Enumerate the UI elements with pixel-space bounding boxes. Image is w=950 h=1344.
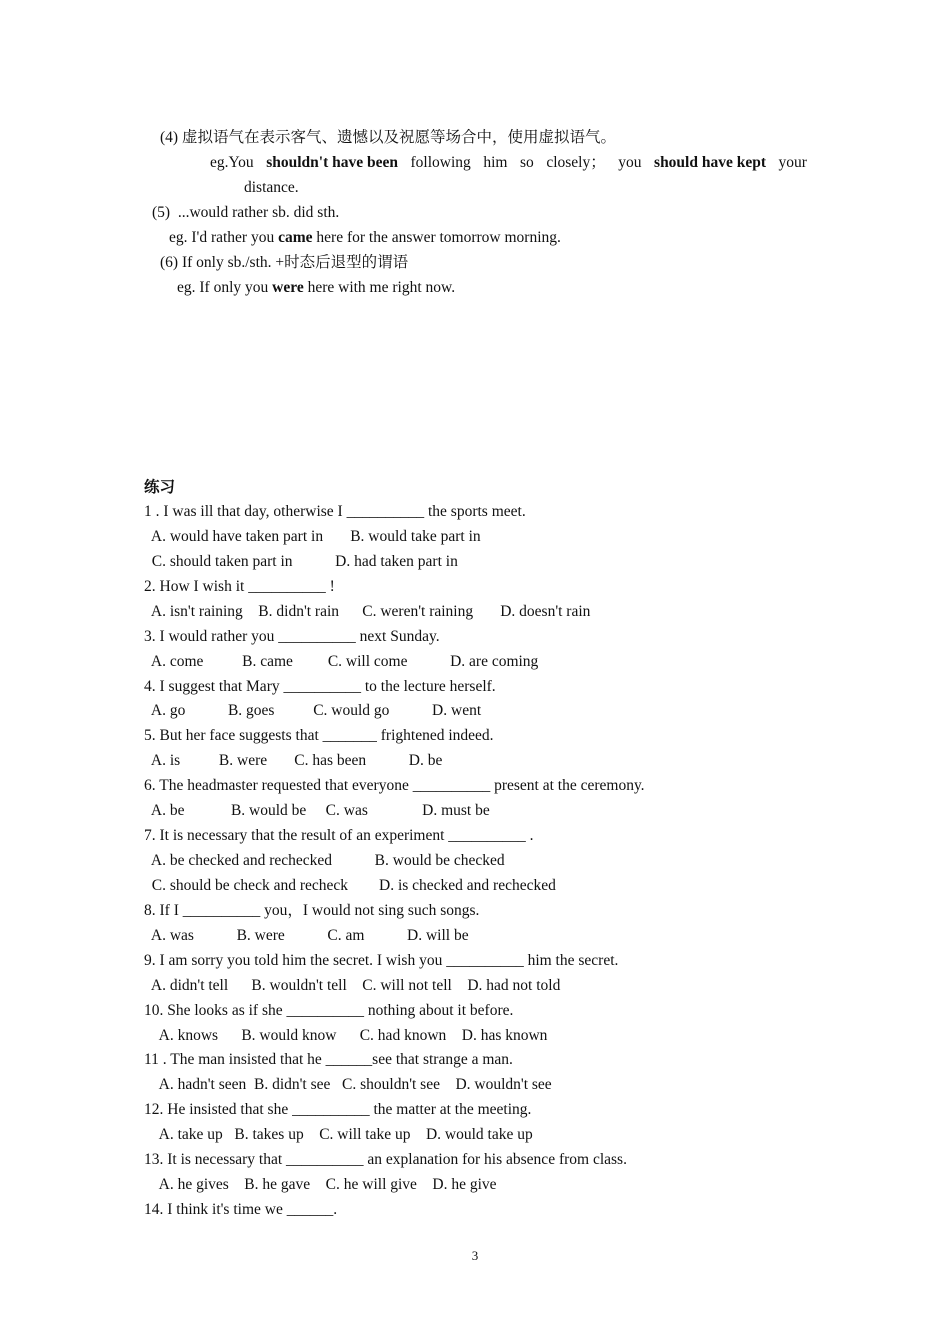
note-4-heading: (4) 虚拟语气在表示客气、遗憾以及祝愿等场合中，使用虚拟语气。	[160, 129, 616, 146]
note-6-example	[177, 278, 455, 298]
answer-options-line: A. he gives B. he gave C. he will give D. he give	[144, 1176, 497, 1194]
answer-options-line: C. should be check and recheck D. is checked and rechecked	[144, 876, 556, 894]
question-line: 7. It is necessary that the result of an experiment __________ .	[144, 827, 534, 845]
example-word: eg.You	[210, 154, 254, 171]
answer-options-line: A. be checked and rechecked B. would be checked	[144, 852, 505, 870]
answer-options-line: A. knows B. would know C. had known D. has known	[144, 1026, 548, 1044]
answer-options-line: A. is B. were C. has been D. be	[144, 752, 443, 770]
example-word: following	[410, 154, 471, 171]
question-line: 12. He insisted that she __________ the matter at the meeting.	[144, 1101, 532, 1119]
note-6-heading: (6) If only sb./sth. +时态后退型的谓语	[160, 254, 409, 271]
example-text: here with me right now.	[303, 279, 456, 296]
example-word: closely；	[546, 154, 606, 171]
question-line: 5. But her face suggests that _______ frightened indeed.	[144, 727, 494, 745]
example-word: your	[778, 154, 807, 171]
answer-options-line: A. would have taken part in B. would take part in	[144, 527, 481, 545]
answer-options-line: A. was B. were C. am D. will be	[144, 926, 469, 944]
example-bold-word: were	[272, 279, 304, 296]
example-bold-word: should have kept	[654, 154, 767, 171]
example-word: you	[618, 154, 642, 171]
question-line: 10. She looks as if she __________ nothing about it before.	[144, 1001, 514, 1019]
question-line: 14. I think it's time we ______.	[144, 1201, 338, 1219]
example-bold-word: came	[278, 229, 313, 246]
question-line: 3. I would rather you __________ next Sunday.	[144, 627, 440, 645]
question-line: 1 . I was ill that day, otherwise I __________ the sports meet.	[144, 503, 526, 520]
question-line: 11 . The man insisted that he ______see that strange a man.	[144, 1051, 513, 1069]
note-4-example	[210, 153, 807, 173]
question-line: 4. I suggest that Mary __________ to the lecture herself.	[144, 677, 496, 695]
exercise-title: 练习	[144, 479, 176, 496]
answer-options-line: A. come B. came C. will come D. are coming	[144, 652, 539, 670]
answer-options-line: A. be B. would be C. was D. must be	[144, 802, 490, 820]
answer-options-line: A. didn't tell B. wouldn't tell C. will not tell D. had not told	[144, 976, 561, 994]
example-text: eg. If only you	[177, 279, 273, 296]
answer-options-line: A. go B. goes C. would go D. went	[144, 702, 482, 720]
question-line: 2. How I wish it __________ !	[144, 577, 335, 595]
example-text: eg. I'd rather you	[169, 229, 279, 246]
example-word: him	[483, 154, 508, 171]
question-line: 13. It is necessary that __________ an explanation for his absence from class.	[144, 1151, 627, 1169]
note-5-heading: (5) ...would rather sb. did sth.	[152, 204, 340, 221]
answer-options-line: A. isn't raining B. didn't rain C. weren't raining D. doesn't rain	[144, 602, 591, 620]
question-line: 8. If I __________ you，I would not sing such songs.	[144, 901, 480, 919]
answer-options-line: C. should taken part in D. had taken part in	[144, 552, 458, 570]
answer-options-line: A. take up B. takes up C. will take up D. would take up	[144, 1126, 533, 1144]
page-number: 3	[471, 1248, 479, 1263]
note-4-example-continued: distance.	[244, 179, 299, 196]
answer-options-line: A. hadn't seen B. didn't see C. shouldn't see D. wouldn't see	[144, 1076, 552, 1094]
question-line: 6. The headmaster requested that everyone __________ present at the ceremony.	[144, 777, 645, 795]
example-bold-word: shouldn't have been	[266, 154, 398, 171]
question-line: 9. I am sorry you told him the secret. I wish you __________ him the secret.	[144, 951, 619, 969]
example-word: so	[519, 154, 534, 171]
example-text: here for the answer tomorrow morning.	[312, 229, 561, 246]
note-5-example	[169, 228, 561, 248]
